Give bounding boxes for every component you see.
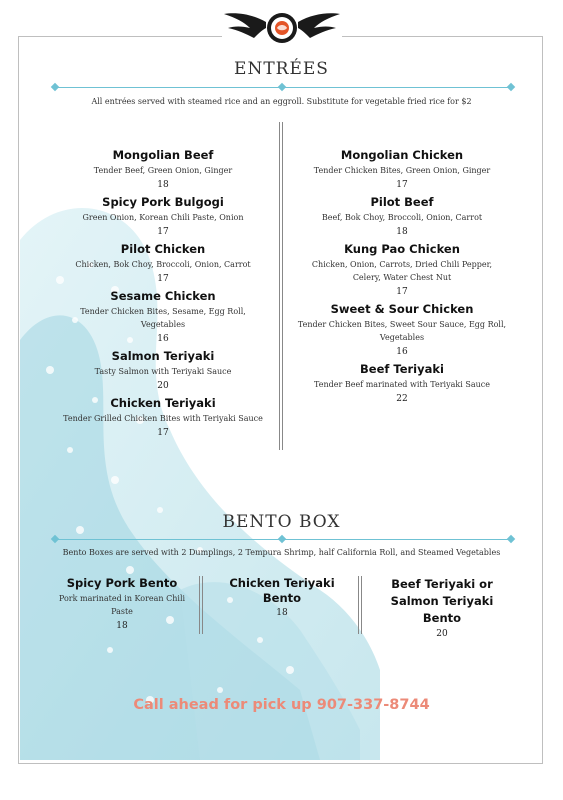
entrees-column-divider (279, 122, 283, 450)
entrees-title: ENTRÉES (234, 59, 329, 79)
winged-sushi-logo-icon (222, 4, 342, 52)
bento-item (55, 576, 189, 634)
item-description: Tasty Salmon with Teriyaki Sauce (94, 367, 232, 376)
bento-column-divider (199, 576, 203, 634)
item-name: Chicken Teriyaki (110, 396, 216, 410)
item-name: Salmon Teriyaki (111, 349, 215, 363)
menu-item (290, 148, 514, 193)
item-price: 17 (157, 227, 169, 237)
item-price: 17 (396, 180, 408, 190)
entrees-right-column (290, 148, 514, 409)
item-price: 17 (157, 428, 169, 438)
menu-item (48, 396, 278, 441)
item-price: 22 (396, 394, 408, 404)
item-name: Sweet & Sour Chicken (330, 302, 474, 316)
menu-item (48, 289, 278, 347)
item-price: 16 (157, 334, 169, 344)
item-description: Pork marinated in Korean Chili Paste (58, 594, 186, 616)
item-name: Beef Teriyaki or Salmon Teriyaki Bento (390, 577, 494, 625)
menu-item (48, 242, 278, 287)
item-name: Kung Pao Chicken (344, 242, 460, 256)
bento-column-divider (358, 576, 362, 634)
menu-item (48, 195, 278, 240)
item-description: Chicken, Bok Choy, Broccoli, Onion, Carrot (75, 260, 251, 269)
item-price: 18 (276, 608, 288, 618)
item-name: Pilot Beef (370, 195, 434, 209)
bento-item (212, 576, 352, 621)
item-description: Beef, Bok Choy, Broccoli, Onion, Carrot (321, 213, 483, 222)
item-description: Tender Chicken Bites, Sesame, Egg Roll, Vegetables (80, 307, 246, 329)
bento-title: BENTO BOX (222, 512, 341, 532)
entrees-note: All entrées served with steamed rice and an eggroll. Substitute for vegetable fried rice for $2 (91, 97, 472, 106)
item-description: Tender Chicken Bites, Green Onion, Ginger (313, 166, 491, 175)
pickup-callout: Call ahead for pick up 907-337-8744 (133, 697, 430, 713)
item-description: Green Onion, Korean Chili Paste, Onion (82, 213, 244, 222)
item-description: Chicken, Onion, Carrots, Dried Chili Pepper, Celery, Water Chest Nut (311, 260, 493, 282)
menu-item (290, 195, 514, 240)
item-name: Mongolian Chicken (340, 148, 464, 162)
item-name: Spicy Pork Bento (66, 576, 178, 590)
menu-item (48, 349, 278, 394)
menu-item (290, 242, 514, 300)
item-description: Tender Beef, Green Onion, Ginger (93, 166, 233, 175)
item-price: 20 (436, 629, 448, 639)
bento-note: Bento Boxes are served with 2 Dumplings, 2 Tempura Shrimp, half California Roll, and Steamed Vegetables (62, 548, 501, 557)
entrees-left-column (48, 148, 278, 443)
bento-item (370, 576, 514, 642)
item-price: 18 (116, 621, 128, 631)
item-description: Tender Grilled Chicken Bites with Teriyaki Sauce (63, 414, 263, 423)
item-name: Chicken Teriyaki Bento (229, 576, 335, 605)
item-name: Pilot Chicken (120, 242, 206, 256)
item-price: 17 (157, 274, 169, 284)
menu-item (48, 148, 278, 193)
item-price: 20 (157, 381, 169, 391)
item-name: Sesame Chicken (110, 289, 216, 303)
item-description: Tender Beef marinated with Teriyaki Sauce (314, 380, 490, 389)
item-name: Spicy Pork Bulgogi (102, 195, 224, 209)
item-price: 17 (396, 287, 408, 297)
menu-item (290, 302, 514, 360)
item-price: 18 (157, 180, 169, 190)
item-name: Mongolian Beef (112, 148, 214, 162)
item-description: Tender Chicken Bites, Sweet Sour Sauce, Egg Roll, Vegetables (297, 320, 507, 342)
menu-item (290, 362, 514, 407)
item-price: 18 (396, 227, 408, 237)
item-name: Beef Teriyaki (360, 362, 444, 376)
item-price: 16 (396, 347, 408, 357)
